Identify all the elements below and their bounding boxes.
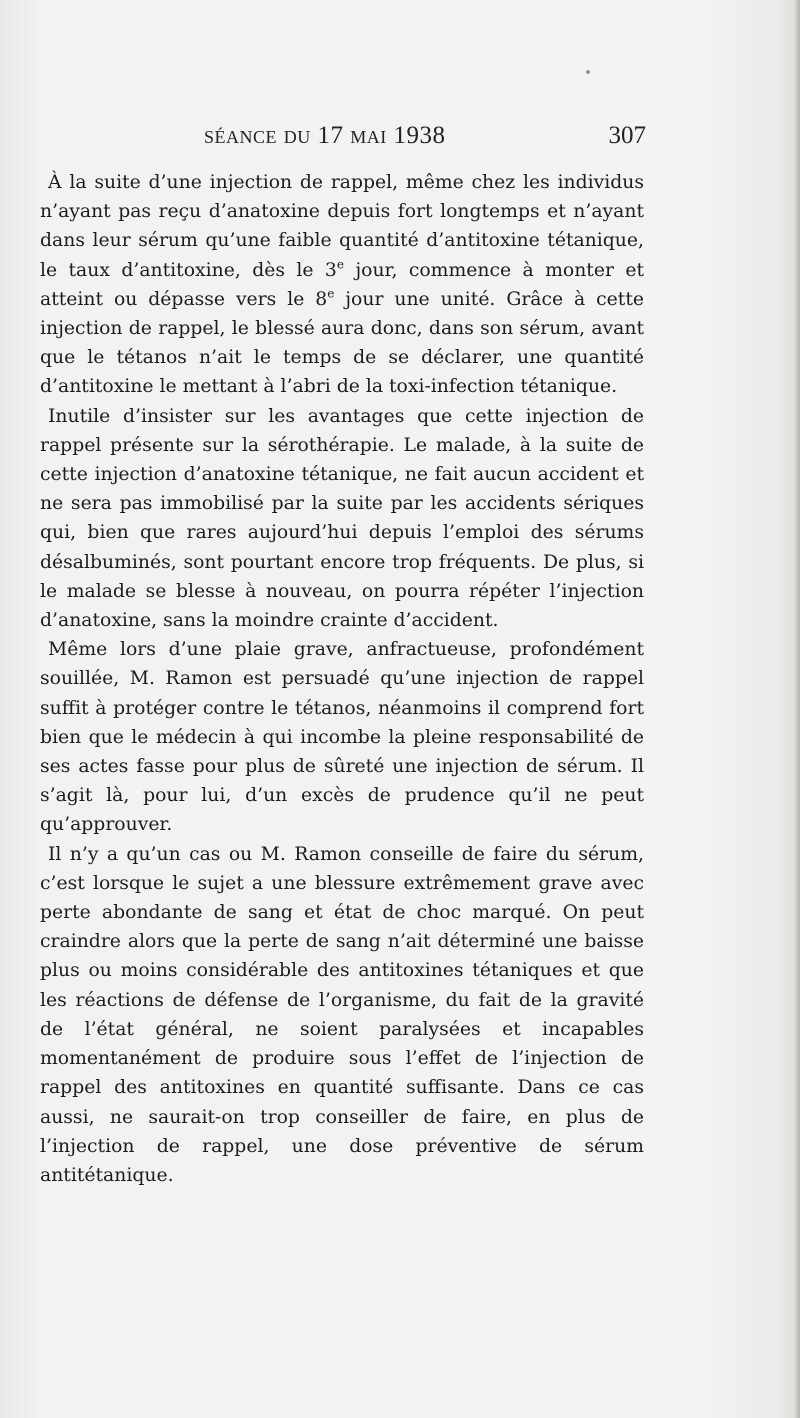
paragraph [40,168,644,402]
running-header [0,118,800,158]
body-text [40,168,644,1190]
paragraph: Même lors d’une plaie grave, anfractueuse, profondément souillée, M. Ramon est persuadé qu’une injection de rappel suffit à protéger contre le tétanos, néanmoins il comprend fort bien que le médecin à qui incombe la pleine responsabilité de ses actes fasse pour plus de sûreté une injection de sérum. Il s’agit là, pour lui, d’un excès de prudence qu’il ne peut qu’approuver. [40,639,644,836]
superscript: e [336,257,344,272]
paragraph: Il n’y a qu’un cas ou M. Ramon conseille de faire du sérum, c’est lorsque le sujet a une blessure extrêmement grave avec perte abondante de sang et état de choc marqué. On peut craindre alors que la perte de sang n’ait déterminé une baisse plus ou moins considérable des antitoxines tétaniques et que les réactions de défense de l’organisme, du fait de la gravité de l’état général, ne soient paralysées et incapables momentanément de produire sous l’effet de l’injection de rappel des antitoxines en quantité suffisante. Dans ce cas aussi, ne saurait-on trop conseiller de faire, en plus de l’injection de rappel, une dose préventive de sérum antitétanique. [40,843,644,1186]
paragraph: Inutile d’insister sur les avantages que cette injection de rappel présente sur la sérothérapie. Le malade, à la suite de cette injection d’anatoxine tétanique, ne fait aucun accident et ne sera pas immobilisé par la suite par les accidents sériques qui, bien que rares aujourd’hui depuis l’emploi des sérums désalbuminés, sont pourtant encore trop fréquents. De plus, si le malade se blesse à nouveau, on pourra répéter l’injection d’anatoxine, sans la moindre crainte d’accident. [40,405,644,632]
ink-speck [586,70,590,74]
text-run: jour une unité. Grâce à cette injection de rappel, le blessé aura donc, dans son sérum, avant que le tétanos n’ait le temps de se déclarer, une quantité d’antitoxine le mettant à l’abri de la toxi-infection tétanique. [40,288,644,398]
text-run: À la suite d’une injection de rappel, même chez les individus n’ayant pas reçu d’anatoxine depuis fort longtemps et n’ayant dans leur sérum qu’une faible quantité d’antitoxine tétanique, le taux d’antitoxine, dès le 3 [40,172,644,281]
page-edge-shadow [794,0,800,1418]
text-run: jour, commence à monter et atteint ou dépasse vers le 8 [40,259,644,310]
superscript: e [327,286,335,301]
running-title: séance du 17 mai 1938 [204,122,446,149]
page-number: 307 [608,122,646,149]
